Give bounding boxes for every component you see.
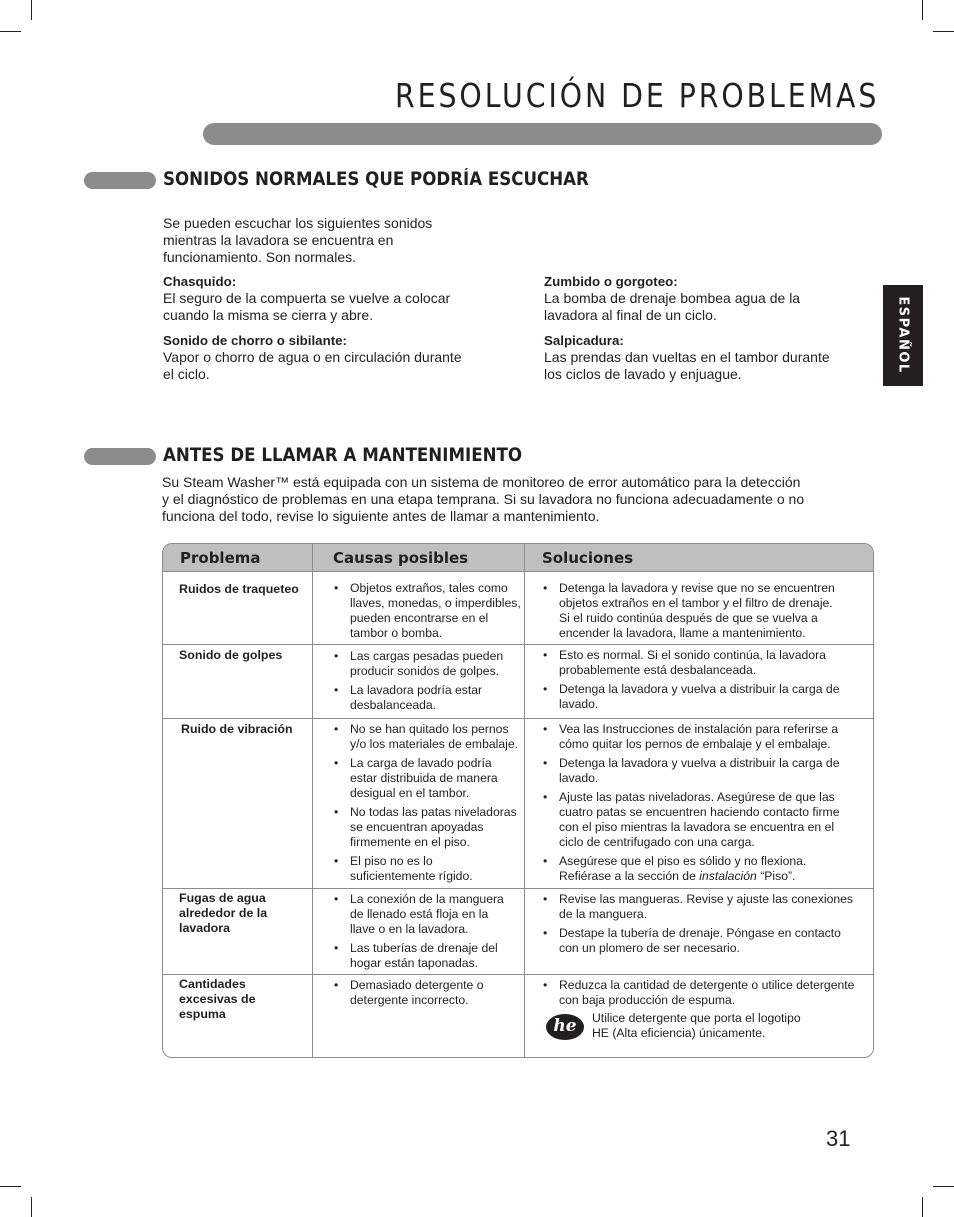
causes-list bbox=[331, 649, 523, 717]
problem-cell bbox=[179, 977, 309, 1022]
he-logo-icon: he bbox=[546, 1014, 584, 1040]
maintenance-intro-line: y el diagnóstico de problemas en una etapa temprana. Si su lavadora no funciona adecuadamente o no bbox=[162, 491, 805, 507]
cause-item: • Demasiado detergente o detergente incorrecto. bbox=[331, 978, 523, 1008]
sounds-intro bbox=[163, 215, 493, 266]
crop-mark bbox=[933, 1186, 954, 1187]
title-bar bbox=[203, 123, 882, 145]
solution-item: • Ajuste las patas niveladoras. Asegúrese de que las cuatro patas se encuentren haciendo contacto firme con el piso mientras la lavadora se encuentra en el ciclo de centrifugado con una carga. bbox=[540, 790, 870, 850]
sounds-intro-line: Se pueden escuchar los siguientes sonidos bbox=[163, 215, 433, 231]
problem-line: Ruido de vibración bbox=[181, 722, 293, 736]
causes-list bbox=[331, 722, 523, 888]
solutions-list bbox=[540, 892, 870, 960]
sound-item-line: cuando la misma se cierra y abre. bbox=[163, 307, 374, 323]
cause-item: • La carga de lavado podría estar distribuida de manera desigual en el tambor. bbox=[331, 756, 523, 801]
maintenance-intro-line: funciona del todo, revise lo siguiente antes de llamar a mantenimiento. bbox=[162, 508, 600, 524]
solution-item: • Vea las Instrucciones de instalación para referirse a cómo quitar los pernos de embalaje y el embalaje. bbox=[540, 722, 870, 752]
column-divider bbox=[312, 544, 313, 1057]
cause-item: • El piso no es lo suficientemente rígido. bbox=[331, 854, 523, 884]
sound-item bbox=[544, 332, 864, 383]
page-number: 31 bbox=[826, 1126, 851, 1151]
solutions-list bbox=[540, 648, 870, 716]
solutions-list bbox=[540, 722, 870, 888]
sound-item bbox=[544, 273, 864, 324]
solutions-list bbox=[540, 978, 870, 1012]
table-header bbox=[163, 544, 873, 571]
header-problem: Problema bbox=[180, 549, 261, 567]
problem-cell bbox=[179, 891, 309, 936]
language-tab-label: ESPAÑOL bbox=[895, 296, 911, 374]
cause-item: • La lavadora podría estar desbalanceada. bbox=[331, 683, 523, 713]
he-note: Utilice detergente que porta el logotipo HE (Alta eficiencia) únicamente. bbox=[592, 1011, 801, 1040]
cause-item: • No todas las patas niveladoras se encuentran apoyadas firmemente en el piso. bbox=[331, 805, 523, 850]
maintenance-heading: ANTES DE LLAMAR A MANTENIMIENTO bbox=[163, 445, 523, 466]
crop-mark bbox=[922, 1197, 923, 1217]
row-divider bbox=[163, 718, 873, 719]
sounds-intro-line: mientras la lavadora se encuentra en bbox=[163, 232, 394, 248]
sound-item-label: Chasquido: bbox=[163, 274, 237, 289]
problem-line: Cantidades bbox=[179, 977, 246, 991]
sound-item-label: Sonido de chorro o sibilante: bbox=[163, 333, 347, 348]
sound-item-line: lavadora al final de un ciclo. bbox=[544, 307, 717, 323]
row-divider bbox=[163, 571, 873, 572]
problem-line: Ruidos de traqueteo bbox=[179, 582, 299, 596]
sound-item-line: Vapor o chorro de agua o en circulación durante bbox=[163, 349, 462, 365]
sound-item bbox=[163, 273, 503, 324]
causes-list bbox=[331, 892, 523, 975]
sound-item-line: los ciclos de lavado y enjuague. bbox=[544, 366, 742, 382]
sound-item-line: el ciclo. bbox=[163, 366, 210, 382]
solution-item: • Esto es normal. Si el sonido continúa, la lavadora probablemente está desbalanceada. bbox=[540, 648, 870, 678]
sound-item-line: Las prendas dan vueltas en el tambor durante bbox=[544, 349, 830, 365]
cause-item: • Las tuberías de drenaje del hogar están taponadas. bbox=[331, 941, 523, 971]
solution-item: • Reduzca la cantidad de detergente o utilice detergente con baja producción de espuma. bbox=[540, 978, 870, 1008]
problem-cell bbox=[179, 648, 309, 663]
cause-item: • Objetos extraños, tales como llaves, monedas, o imperdibles, pueden encontrarse en el tambor o bomba. bbox=[331, 581, 523, 641]
causes-list bbox=[331, 581, 523, 645]
troubleshooting-table bbox=[162, 543, 874, 1058]
section-marker bbox=[84, 172, 156, 189]
column-divider bbox=[524, 544, 525, 1057]
problem-line: espuma bbox=[179, 1007, 226, 1021]
problem-line: Fugas de agua bbox=[179, 891, 266, 905]
solution-item: • Destape la tubería de drenaje. Póngase en contacto con un plomero de ser necesario. bbox=[540, 926, 870, 956]
solution-item: • Asegúrese que el piso es sólido y no flexiona. Refiérase a la sección de instalación “Piso”. bbox=[540, 854, 870, 884]
solution-item: • Detenga la lavadora y vuelva a distribuir la carga de lavado. bbox=[540, 682, 870, 712]
header-solutions: Soluciones bbox=[542, 549, 634, 567]
maintenance-intro bbox=[162, 474, 872, 525]
problem-line: lavadora bbox=[179, 921, 230, 935]
solution-reference: Refiérase a la sección de instalación “Piso”. bbox=[559, 869, 796, 883]
crop-mark bbox=[922, 0, 923, 20]
problem-line: Sonido de golpes bbox=[179, 648, 283, 662]
causes-list bbox=[331, 978, 523, 1012]
problem-cell bbox=[179, 582, 309, 597]
maintenance-intro-line: Su Steam Washer™ está equipada con un sistema de monitoreo de error automático para la detección bbox=[162, 474, 801, 490]
sound-item-line: El seguro de la compuerta se vuelve a colocar bbox=[163, 290, 451, 306]
crop-mark bbox=[0, 1186, 21, 1187]
solution-item: • Detenga la lavadora y vuelva a distribuir la carga de lavado. bbox=[540, 756, 870, 786]
solutions-list bbox=[540, 581, 870, 645]
cause-item: • Las cargas pesadas pueden producir sonidos de golpes. bbox=[331, 649, 523, 679]
language-tab bbox=[883, 285, 923, 386]
solution-item: • Detenga la lavadora y revise que no se encuentren objetos extraños en el tambor y el filtro de drenaje. Si el ruido continúa después de que se vuelva a encender la lavadora, llame a mantenimiento. bbox=[540, 581, 870, 641]
problem-line: excesivas de bbox=[179, 992, 256, 1006]
sound-item bbox=[163, 332, 503, 383]
problem-line: alrededor de la bbox=[179, 906, 268, 920]
crop-mark bbox=[0, 31, 21, 32]
sound-item-label: Salpicadura: bbox=[544, 333, 624, 348]
sound-item-line: La bomba de drenaje bombea agua de la bbox=[544, 290, 801, 306]
cause-item: • La conexión de la manguera de llenado está floja en la llave o en la lavadora. bbox=[331, 892, 523, 937]
solution-item: • Revise las mangueras. Revise y ajuste las conexiones de la manguera. bbox=[540, 892, 870, 922]
crop-mark bbox=[31, 0, 32, 20]
crop-mark bbox=[31, 1197, 32, 1217]
header-causes: Causas posibles bbox=[333, 549, 469, 567]
page-title: RESOLUCIÓN DE PROBLEMAS bbox=[395, 76, 880, 115]
row-divider bbox=[163, 888, 873, 889]
cause-item: • No se han quitado los pernos y/o los materiales de embalaje. bbox=[331, 722, 523, 752]
section-marker bbox=[84, 448, 156, 465]
sound-item-label: Zumbido o gorgoteo: bbox=[544, 274, 678, 289]
crop-mark bbox=[933, 31, 954, 32]
problem-cell bbox=[181, 722, 311, 737]
sounds-heading: SONIDOS NORMALES QUE PODRÍA ESCUCHAR bbox=[163, 169, 589, 190]
sounds-intro-line: funcionamiento. Son normales. bbox=[163, 249, 356, 265]
